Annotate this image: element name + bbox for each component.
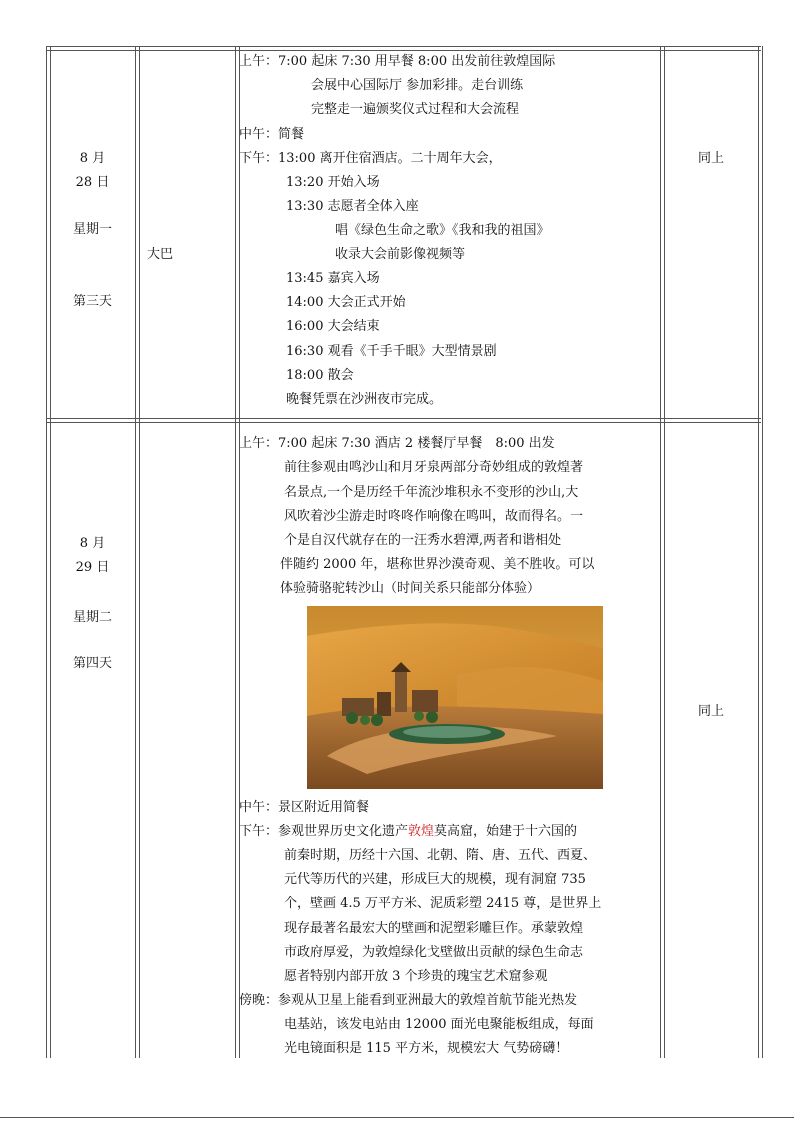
- row2-line: 光电镜面积是 115 平方米，规模宏大 气势磅礴！: [284, 1041, 569, 1056]
- row2-line: 市政府厚爱，为敦煌绿化戈壁做出贡献的绿色生命志: [284, 945, 584, 960]
- row1-line: 16:00 大会结束: [286, 319, 380, 334]
- col-divider-schedule: [660, 46, 665, 1058]
- row2-line: 前往参观由鸣沙山和月牙泉两部分奇妙组成的敦煌著: [284, 460, 584, 475]
- row2-line: 傍晚：参观从卫星上能看到亚洲最大的敦煌首航节能光热发: [239, 993, 578, 1008]
- row1-line: 13:20 开始入场: [286, 175, 380, 190]
- row1-line: 下午：13:00 离开住宿酒店。二十周年大会，: [239, 151, 502, 166]
- row1-line: 13:45 嘉宾入场: [286, 271, 380, 286]
- row2-line-lead: [239, 820, 577, 843]
- row2-line-part: 莫高窟，始建于十六国的: [434, 824, 578, 839]
- row-divider: [46, 418, 761, 423]
- row1-line: 收录大会前影像视频等: [335, 247, 466, 262]
- row2-weekday: 星期二: [72, 610, 112, 625]
- row1-line: 唱《绿色生命之歌》《我和我的祖国》: [335, 223, 550, 238]
- table-right-border: [758, 46, 763, 1058]
- row2-line: 风吹着沙尘游走时咚咚作响像在鸣叫，故而得名。一: [284, 509, 584, 524]
- row2-line: 愿者特别内部开放 3 个珍贵的瑰宝艺术窟参观: [284, 969, 548, 984]
- row1-day-label: 第三天: [72, 294, 112, 309]
- row1-weekday: 星期一: [72, 222, 112, 237]
- row1-transport: 大巴: [147, 247, 174, 262]
- row2-line: 伴随约 2000 年，堪称世界沙漠奇观、美不胜收。可以: [280, 557, 595, 572]
- row1-line: 16:30 观看《千手千眼》大型情景剧: [286, 344, 497, 359]
- row2-day-label: 第四天: [72, 656, 112, 671]
- row1-line: 13:30 志愿者全体入座: [286, 199, 419, 214]
- row2-line: 个，壁画 4.5 万平方米、泥质彩塑 2415 尊，是世界上: [284, 896, 602, 911]
- row2-line: 中午：景区附近用简餐: [239, 800, 370, 815]
- row2-line-part: 下午：参观世界历史文化遗产: [239, 824, 409, 839]
- page-bottom-rule: [0, 1117, 794, 1118]
- row1-date-month: 8 月: [79, 151, 106, 166]
- row2-line: 电基站，该发电站由 12000 面光电聚能板组成，每面: [284, 1017, 594, 1032]
- row2-line: 个是自汉代就存在的一汪秀水碧潭,两者和谐相处: [284, 533, 562, 548]
- row1-line: 18:00 散会: [286, 368, 354, 383]
- row1-line: 晚餐凭票在沙洲夜市完成。: [286, 392, 443, 407]
- row2-line: 名景点,一个是历经千年流沙堆积永不变形的沙山,大: [284, 485, 579, 500]
- row2-remark: 同上: [697, 704, 724, 719]
- col-divider-transport: [235, 46, 240, 1058]
- row2-date-day: 29 日: [75, 560, 110, 575]
- row1-remark: 同上: [697, 151, 724, 166]
- row1-line: 完整走一遍颁奖仪式过程和大会流程: [311, 102, 520, 117]
- crescent-moon-spring-photo: [307, 606, 603, 789]
- row2-line: 元代等历代的兴建，形成巨大的规模，现有洞窟 735: [284, 872, 586, 887]
- row1-line: 中午：简餐: [239, 127, 305, 142]
- row2-line: 现存最著名最宏大的壁画和泥塑彩雕巨作。承蒙敦煌: [284, 921, 584, 936]
- row1-line: 上午：7:00 起床 7:30 用早餐 8:00 出发前往敦煌国际: [239, 54, 556, 69]
- row2-line: 体验骑骆驼转沙山（时间关系只能部分体验）: [280, 581, 541, 596]
- row1-line: 会展中心国际厅 参加彩排。走台训练: [311, 78, 524, 93]
- row1-date-day: 28 日: [75, 175, 110, 190]
- col-divider-date: [135, 46, 140, 1058]
- row1-line: 14:00 大会正式开始: [286, 295, 406, 310]
- row2-line: 前秦时期，历经十六国、北朝、隋、唐、五代、西夏、: [284, 848, 597, 863]
- dunhuang-highlight: 敦煌: [408, 824, 435, 839]
- row2-line: 上午：7:00 起床 7:30 酒店 2 楼餐厅早餐 8:00 出发: [239, 436, 555, 451]
- row2-date-month: 8 月: [79, 536, 106, 551]
